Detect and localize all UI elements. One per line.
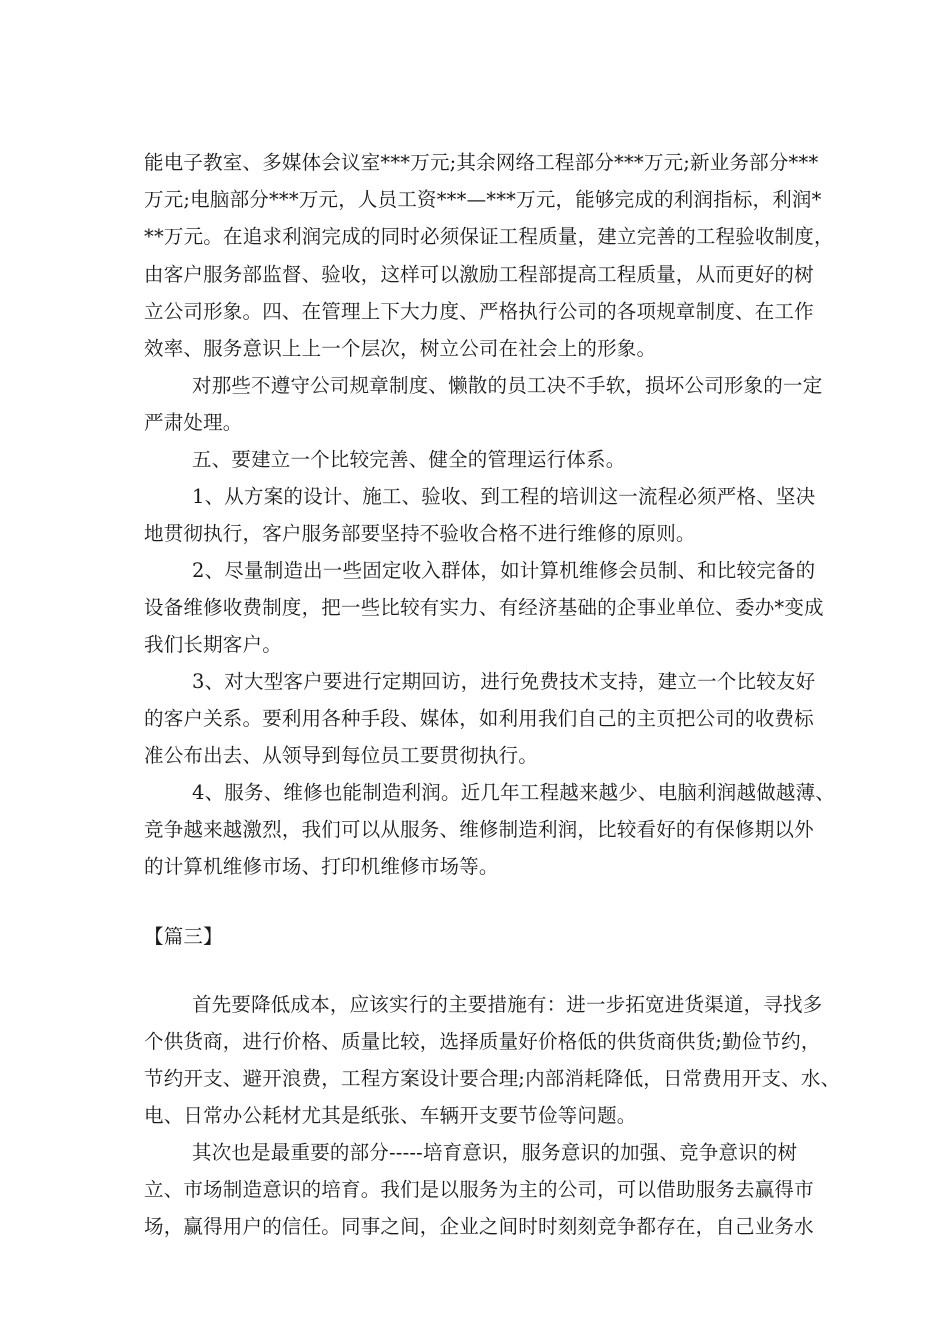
paragraph-line: 个供货商，进行价格、质量比较，选择质量好价格低的供货商供货;勤俭节约， bbox=[144, 1030, 821, 1053]
paragraph-line: 其次也是最重要的部分-----培育意识，服务意识的加强、竞争意识的树 bbox=[192, 1141, 798, 1164]
paragraph-line: 立公司形象。四、在管理上下大力度、严格执行公司的各项规章制度、在工作 bbox=[144, 300, 814, 323]
paragraph-line: 能电子教室、多媒体会议室***万元;其余网络工程部分***万元;新业务部分*** bbox=[144, 151, 819, 174]
paragraph-line: 万元;电脑部分***万元，人员工资***—***万元，能够完成的利润指标，利润* bbox=[144, 188, 822, 211]
paragraph-line: 由客户服务部监督、验收，这样可以激励工程部提高工程质量，从而更好的树 bbox=[144, 263, 814, 286]
paragraph-line: 竞争越来越激烈，我们可以从服务、维修制造利润，比较看好的有保修期以外 bbox=[144, 818, 814, 841]
paragraph-line: **万元。在追求利润完成的同时必须保证工程质量，建立完善的工程验收制度， bbox=[144, 225, 834, 248]
paragraph-line: 对那些不遵守公司规章制度、懒散的员工决不手软，损坏公司形象的一定 bbox=[192, 374, 823, 397]
paragraph-line: 地贯彻执行，客户服务部要坚持不验收合格不进行维修的原则。 bbox=[144, 522, 696, 545]
paragraph-line: 电、日常办公耗材尤其是纸张、车辆开支要节俭等问题。 bbox=[144, 1104, 637, 1127]
paragraph-line: 设备维修收费制度，把一些比较有实力、有经济基础的企事业单位、委办*变成 bbox=[144, 596, 824, 619]
paragraph-line: 的计算机维修市场、打印机维修市场等。 bbox=[144, 855, 499, 878]
paragraph-line: 1、从方案的设计、施工、验收、到工程的培训这一流程必须严格、坚决 bbox=[192, 485, 816, 508]
paragraph-line: 效率、服务意识上上一个层次，树立公司在社会上的形象。 bbox=[144, 337, 657, 360]
paragraph-line: 4、服务、维修也能制造利润。近几年工程越来越少、电脑利润越做越薄、 bbox=[192, 781, 836, 804]
paragraph-line: 2、尽量制造出一些固定收入群体，如计算机维修会员制、和比较完备的 bbox=[192, 559, 816, 582]
paragraph-line: 立、市场制造意识的培育。我们是以服务为主的公司，可以借助服务去赢得市 bbox=[144, 1178, 814, 1201]
paragraph-line: 准公布出去、从领导到每位员工要贯彻执行。 bbox=[144, 744, 539, 767]
paragraph-line: 我们长期客户。 bbox=[144, 633, 282, 656]
paragraph-line: 的客户关系。要利用各种手段、媒体，如利用我们自己的主页把公司的收费标 bbox=[144, 707, 814, 730]
paragraph-line: 场，赢得用户的信任。同事之间，企业之间时时刻刻竞争都存在，自己业务水 bbox=[144, 1215, 814, 1238]
paragraph-line: 节约开支、避开浪费，工程方案设计要合理;内部消耗降低，日常费用开支、水、 bbox=[144, 1067, 841, 1090]
paragraph-line: 五、要建立一个比较完善、健全的管理运行体系。 bbox=[192, 448, 626, 471]
paragraph-line: 严肃处理。 bbox=[144, 411, 243, 434]
section-heading: 【篇三】 bbox=[144, 925, 223, 948]
paragraph-line: 首先要降低成本，应该实行的主要措施有：进一步拓宽进货渠道，寻找多 bbox=[192, 993, 823, 1016]
paragraph-line: 3、对大型客户要进行定期回访，进行免费技术支持，建立一个比较友好 bbox=[192, 670, 816, 693]
